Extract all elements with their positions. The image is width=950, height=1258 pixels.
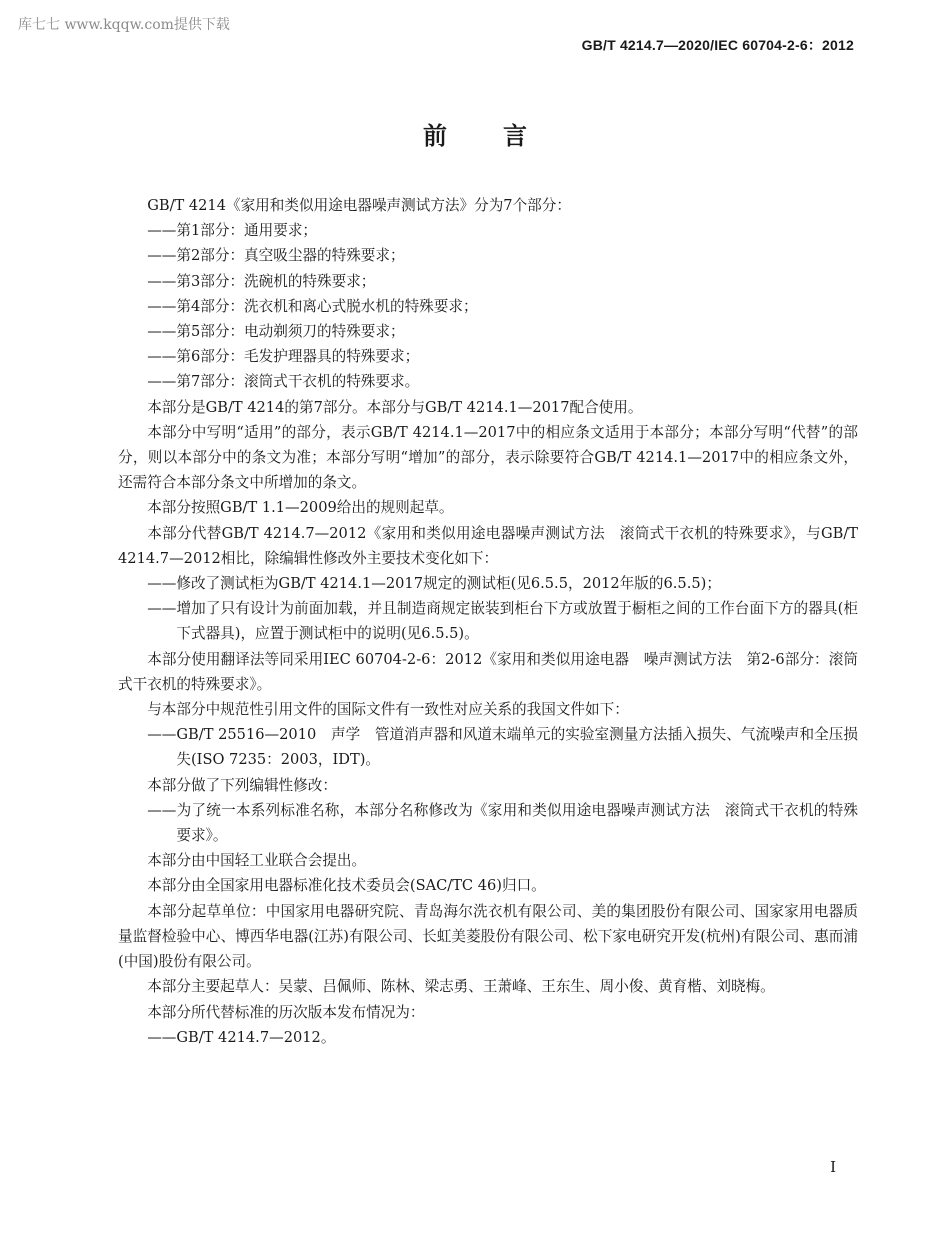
dash-list-item: ——第2部分：真空吸尘器的特殊要求； bbox=[147, 247, 405, 265]
dash-list-item: ——第3部分：洗碗机的特殊要求； bbox=[147, 272, 376, 290]
paragraph: 本部分所代替标准的历次版本发布情况为： bbox=[147, 1003, 425, 1021]
paragraph: 本部分代替GB/T 4214.7—2012《家用和类似用途电器噪声测试方法 滚筒式干衣机的特殊要求》，与GB/T 4214.7—2012相比，除编辑性修改外主要技术变化如下： bbox=[118, 524, 858, 567]
paragraph: 与本部分中规范性引用文件的国际文件有一致性对应关系的我国文件如下： bbox=[147, 701, 629, 719]
paragraph: 本部分由中国轻工业联合会提出。 bbox=[147, 852, 367, 870]
dash-list-item: ——第1部分：通用要求； bbox=[147, 222, 318, 240]
paragraph: 本部分中写明“适用”的部分，表示GB/T 4214.1—2017中的相应条文适用于本部分；本部分写明“代替”的部分，则以本部分中的条文为准；本部分写明“增加”的部分，表示除要符合GB/T 4214.1—2017中的相应条文外，还需符合本部分条文中所增加的条文。 bbox=[118, 423, 858, 492]
page-title: 前言 bbox=[423, 122, 583, 150]
dash-list-item: ——为了统一本系列标准名称，本部分名称修改为《家用和类似用途电器噪声测试方法 滚筒式干衣机的特殊要求》。 bbox=[147, 801, 858, 845]
dash-list-item: ——第4部分：洗衣机和离心式脱水机的特殊要求； bbox=[147, 297, 478, 315]
paragraph: 本部分是GB/T 4214的第7部分。本部分与GB/T 4214.1—2017配合使用。 bbox=[147, 398, 643, 416]
paragraph: 本部分起草单位：中国家用电器研究院、青岛海尔洗衣机有限公司、美的集团股份有限公司、国家家用电器质量监督检验中心、博西华电器(江苏)有限公司、长虹美菱股份有限公司、松下家电研究开发(杭州)有限公司、惠而浦(中国)股份有限公司。 bbox=[118, 902, 858, 971]
dash-list-item: ——增加了只有设计为前面加载，并且制造商规定嵌装到柜台下方或放置于橱柜之间的工作台面下方的器具(柜下式器具)，应置于测试柜中的说明(见6.5.5)。 bbox=[147, 600, 858, 643]
dash-list-item: ——第7部分：滚筒式干衣机的特殊要求。 bbox=[147, 373, 420, 391]
foreword-body bbox=[118, 193, 858, 1050]
dash-list-item: ——修改了测试柜为GB/T 4214.1—2017规定的测试柜(见6.5.5，2012年版的6.5.5)； bbox=[147, 575, 721, 593]
paragraph: 本部分使用翻译法等同采用IEC 60704-2-6：2012《家用和类似用途电器 噪声测试方法 第2-6部分：滚筒式干衣机的特殊要求》。 bbox=[118, 650, 858, 693]
page-number: I bbox=[830, 1158, 836, 1176]
standard-code: GB/T 4214.7—2020/IEC 60704-2-6：2012 bbox=[581, 37, 854, 53]
paragraph: 本部分由全国家用电器标准化技术委员会(SAC/TC 46)归口。 bbox=[147, 877, 546, 895]
watermark-text: 库七七 www.kqqw.com提供下载 bbox=[18, 17, 230, 33]
dash-list-item: ——第6部分：毛发护理器具的特殊要求； bbox=[147, 348, 420, 366]
paragraph: 本部分按照GB/T 1.1—2009给出的规则起草。 bbox=[147, 499, 454, 517]
paragraph: 本部分做了下列编辑性修改： bbox=[147, 776, 337, 794]
dash-list-item: ——GB/T 25516—2010 声学 管道消声器和风道末端单元的实验室测量方法插入损失、气流噪声和全压损失(ISO 7235：2003，IDT)。 bbox=[147, 726, 858, 769]
paragraph: 本部分主要起草人：吴蒙、吕佩师、陈林、梁志勇、王萧峰、王东生、周小俊、黄育楷、刘晓梅。 bbox=[147, 978, 775, 996]
dash-list-item: ——GB/T 4214.7—2012。 bbox=[147, 1028, 336, 1046]
dash-list-item: ——第5部分：电动剃须刀的特殊要求； bbox=[147, 323, 405, 341]
paragraph: GB/T 4214《家用和类似用途电器噪声测试方法》分为7个部分： bbox=[147, 197, 571, 214]
